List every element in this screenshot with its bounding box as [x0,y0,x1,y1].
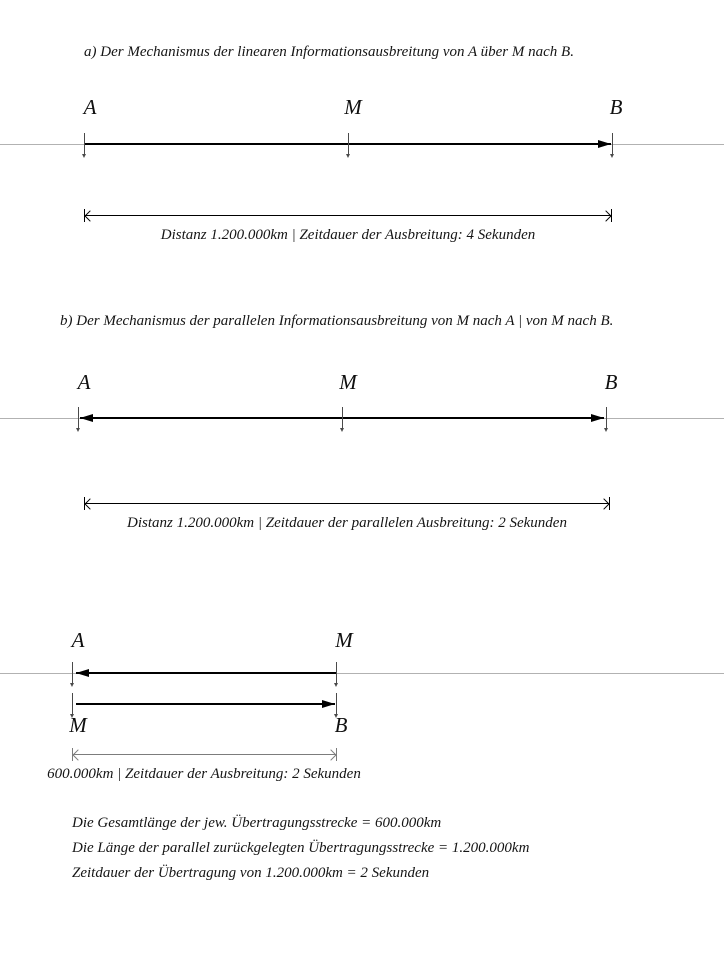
section-a-tick-b [612,133,613,154]
arrowhead-right-icon [325,749,336,760]
section-c-dimension-line [72,748,337,761]
arrowhead-right-icon [322,700,335,708]
section-c-tick-a [72,662,73,683]
arrowhead-right-icon [598,498,609,509]
section-b-node-label-b: B [604,370,618,394]
note-transfer-duration: Zeitdauer der Übertragung von 1.200.000km = 2 Sekunden [72,865,430,881]
section-c-tick-m-bottom [72,693,73,714]
note-parallel-length: Die Länge der parallel zurückgelegten Übertragungsstrecke = 1.200.000km [72,840,530,856]
section-b-tick-b [606,407,607,428]
section-c-node-label-m-top: M [335,628,353,652]
section-a-dimension-line [84,209,612,222]
section-a-caption: Distanz 1.200.000km | Zeitdauer der Ausbreitung: 4 Sekunden [160,227,536,243]
arrowhead-right-icon [598,140,611,148]
arrowhead-left-icon [84,210,95,221]
section-a-node-label-b: B [609,95,623,119]
arrowhead-left-icon [76,669,89,677]
section-b-caption: Distanz 1.200.000km | Zeitdauer der parallelen Ausbreitung: 2 Sekunden [127,515,567,531]
section-a-tick-m [348,133,349,154]
section-b-tick-a [78,407,79,428]
arrowhead-right-icon [591,414,604,422]
section-c-arrow-m-to-b [76,703,335,705]
arrowhead-left-icon [84,498,95,509]
dimension-line-rule [84,215,612,216]
note-total-length: Die Gesamtlänge der jew. Übertragungsstrecke = 600.000km [72,815,442,831]
section-c-tick-b [336,693,337,714]
dimension-line-rule [72,754,337,755]
arrowhead-right-icon [600,210,611,221]
section-c-caption: 600.000km | Zeitdauer der Ausbreitung: 2 Sekunden [47,766,361,782]
arrowhead-left-icon [80,414,93,422]
section-c-tick-m-top [336,662,337,683]
section-a-title: a) Der Mechanismus der linearen Informationsausbreitung von A über M nach B. [84,44,574,60]
section-c-node-label-b: B [334,713,348,737]
section-b-dimension-line [84,497,610,510]
section-b-node-label-m: M [339,370,357,394]
dimension-line-rule [84,503,610,504]
section-b-title: b) Der Mechanismus der parallelen Informationsausbreitung von M nach A | von M nach B. [60,313,614,329]
section-c-node-label-a: A [71,628,85,652]
section-c-node-label-m-bottom: M [69,713,87,737]
section-a-tick-a [84,133,85,154]
section-a-node-label-m: M [344,95,362,119]
section-c-arrow-m-to-a [76,672,336,674]
section-b-tick-m [342,407,343,428]
arrowhead-left-icon [72,749,83,760]
section-b-node-label-a: A [77,370,91,394]
section-a-node-label-a: A [83,95,97,119]
